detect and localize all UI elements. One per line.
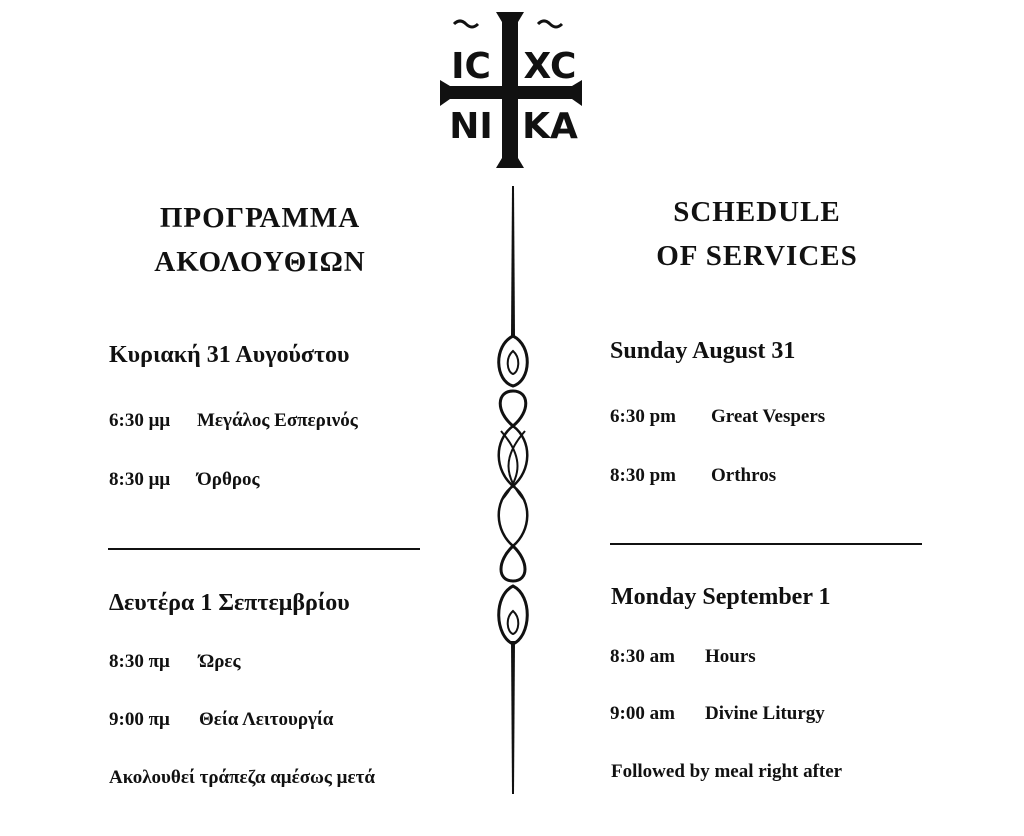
english-title: [612, 190, 902, 278]
english-divider-line: [610, 543, 922, 545]
greek-day1-service-2: [109, 469, 260, 491]
service-name: Hours: [705, 646, 756, 667]
greek-title: [110, 196, 410, 284]
service-time: 8:30 πμ: [109, 651, 170, 672]
english-day2-service-1: [610, 646, 756, 668]
english-day2-heading: Monday September 1: [611, 584, 831, 610]
service-name: Μεγάλος Εσπερινός: [197, 410, 358, 431]
service-time: 8:30 am: [610, 646, 675, 667]
greek-day2-note: Ακολουθεί τράπεζα αμέσως μετά: [109, 767, 375, 788]
greek-day1-service-1: [109, 410, 358, 432]
service-name: Divine Liturgy: [705, 703, 825, 724]
logo-letters-ni: NI: [449, 106, 493, 147]
ic-xc-nika-cross-icon: [436, 10, 586, 170]
logo-letters-ka: KA: [522, 106, 578, 147]
greek-day2-service-1: [109, 651, 241, 673]
english-day1-service-2: [610, 465, 776, 487]
greek-day1-heading: Κυριακή 31 Αυγούστου: [109, 342, 350, 368]
greek-day2-service-2: [109, 709, 333, 731]
service-time: 6:30 pm: [610, 406, 676, 427]
service-name: Great Vespers: [711, 406, 826, 427]
english-day1-heading: Sunday August 31: [610, 338, 796, 364]
greek-day2-heading: Δευτέρα 1 Σεπτεμβρίου: [109, 590, 350, 616]
greek-divider-line: [108, 548, 420, 550]
service-name: Όρθρος: [197, 469, 260, 490]
service-time: 8:30 pm: [610, 465, 676, 486]
ornamental-scroll-divider-icon: [483, 186, 543, 796]
service-name: Ώρες: [199, 651, 241, 672]
greek-title-line2: ΑΚΟΛΟΥΘΙΩΝ: [154, 246, 366, 278]
english-title-line2: OF SERVICES: [656, 240, 858, 272]
service-name: Orthros: [711, 465, 777, 486]
service-name: Θεία Λειτουργία: [199, 709, 334, 730]
service-time: 9:00 am: [610, 703, 675, 724]
english-day1-service-1: [610, 406, 825, 428]
greek-title-line1: ΠΡΟΓΡΑΜΜΑ: [159, 202, 361, 234]
logo-letters-ic: IC: [451, 46, 491, 87]
service-time: 8:30 μμ: [109, 469, 171, 490]
service-time: 9:00 πμ: [109, 709, 170, 730]
english-day2-note: Followed by meal right after: [611, 761, 843, 782]
english-day2-service-2: [610, 703, 825, 725]
logo-letters-xc: XC: [523, 46, 577, 87]
service-time: 6:30 μμ: [109, 410, 171, 431]
english-title-line1: SCHEDULE: [673, 196, 841, 228]
